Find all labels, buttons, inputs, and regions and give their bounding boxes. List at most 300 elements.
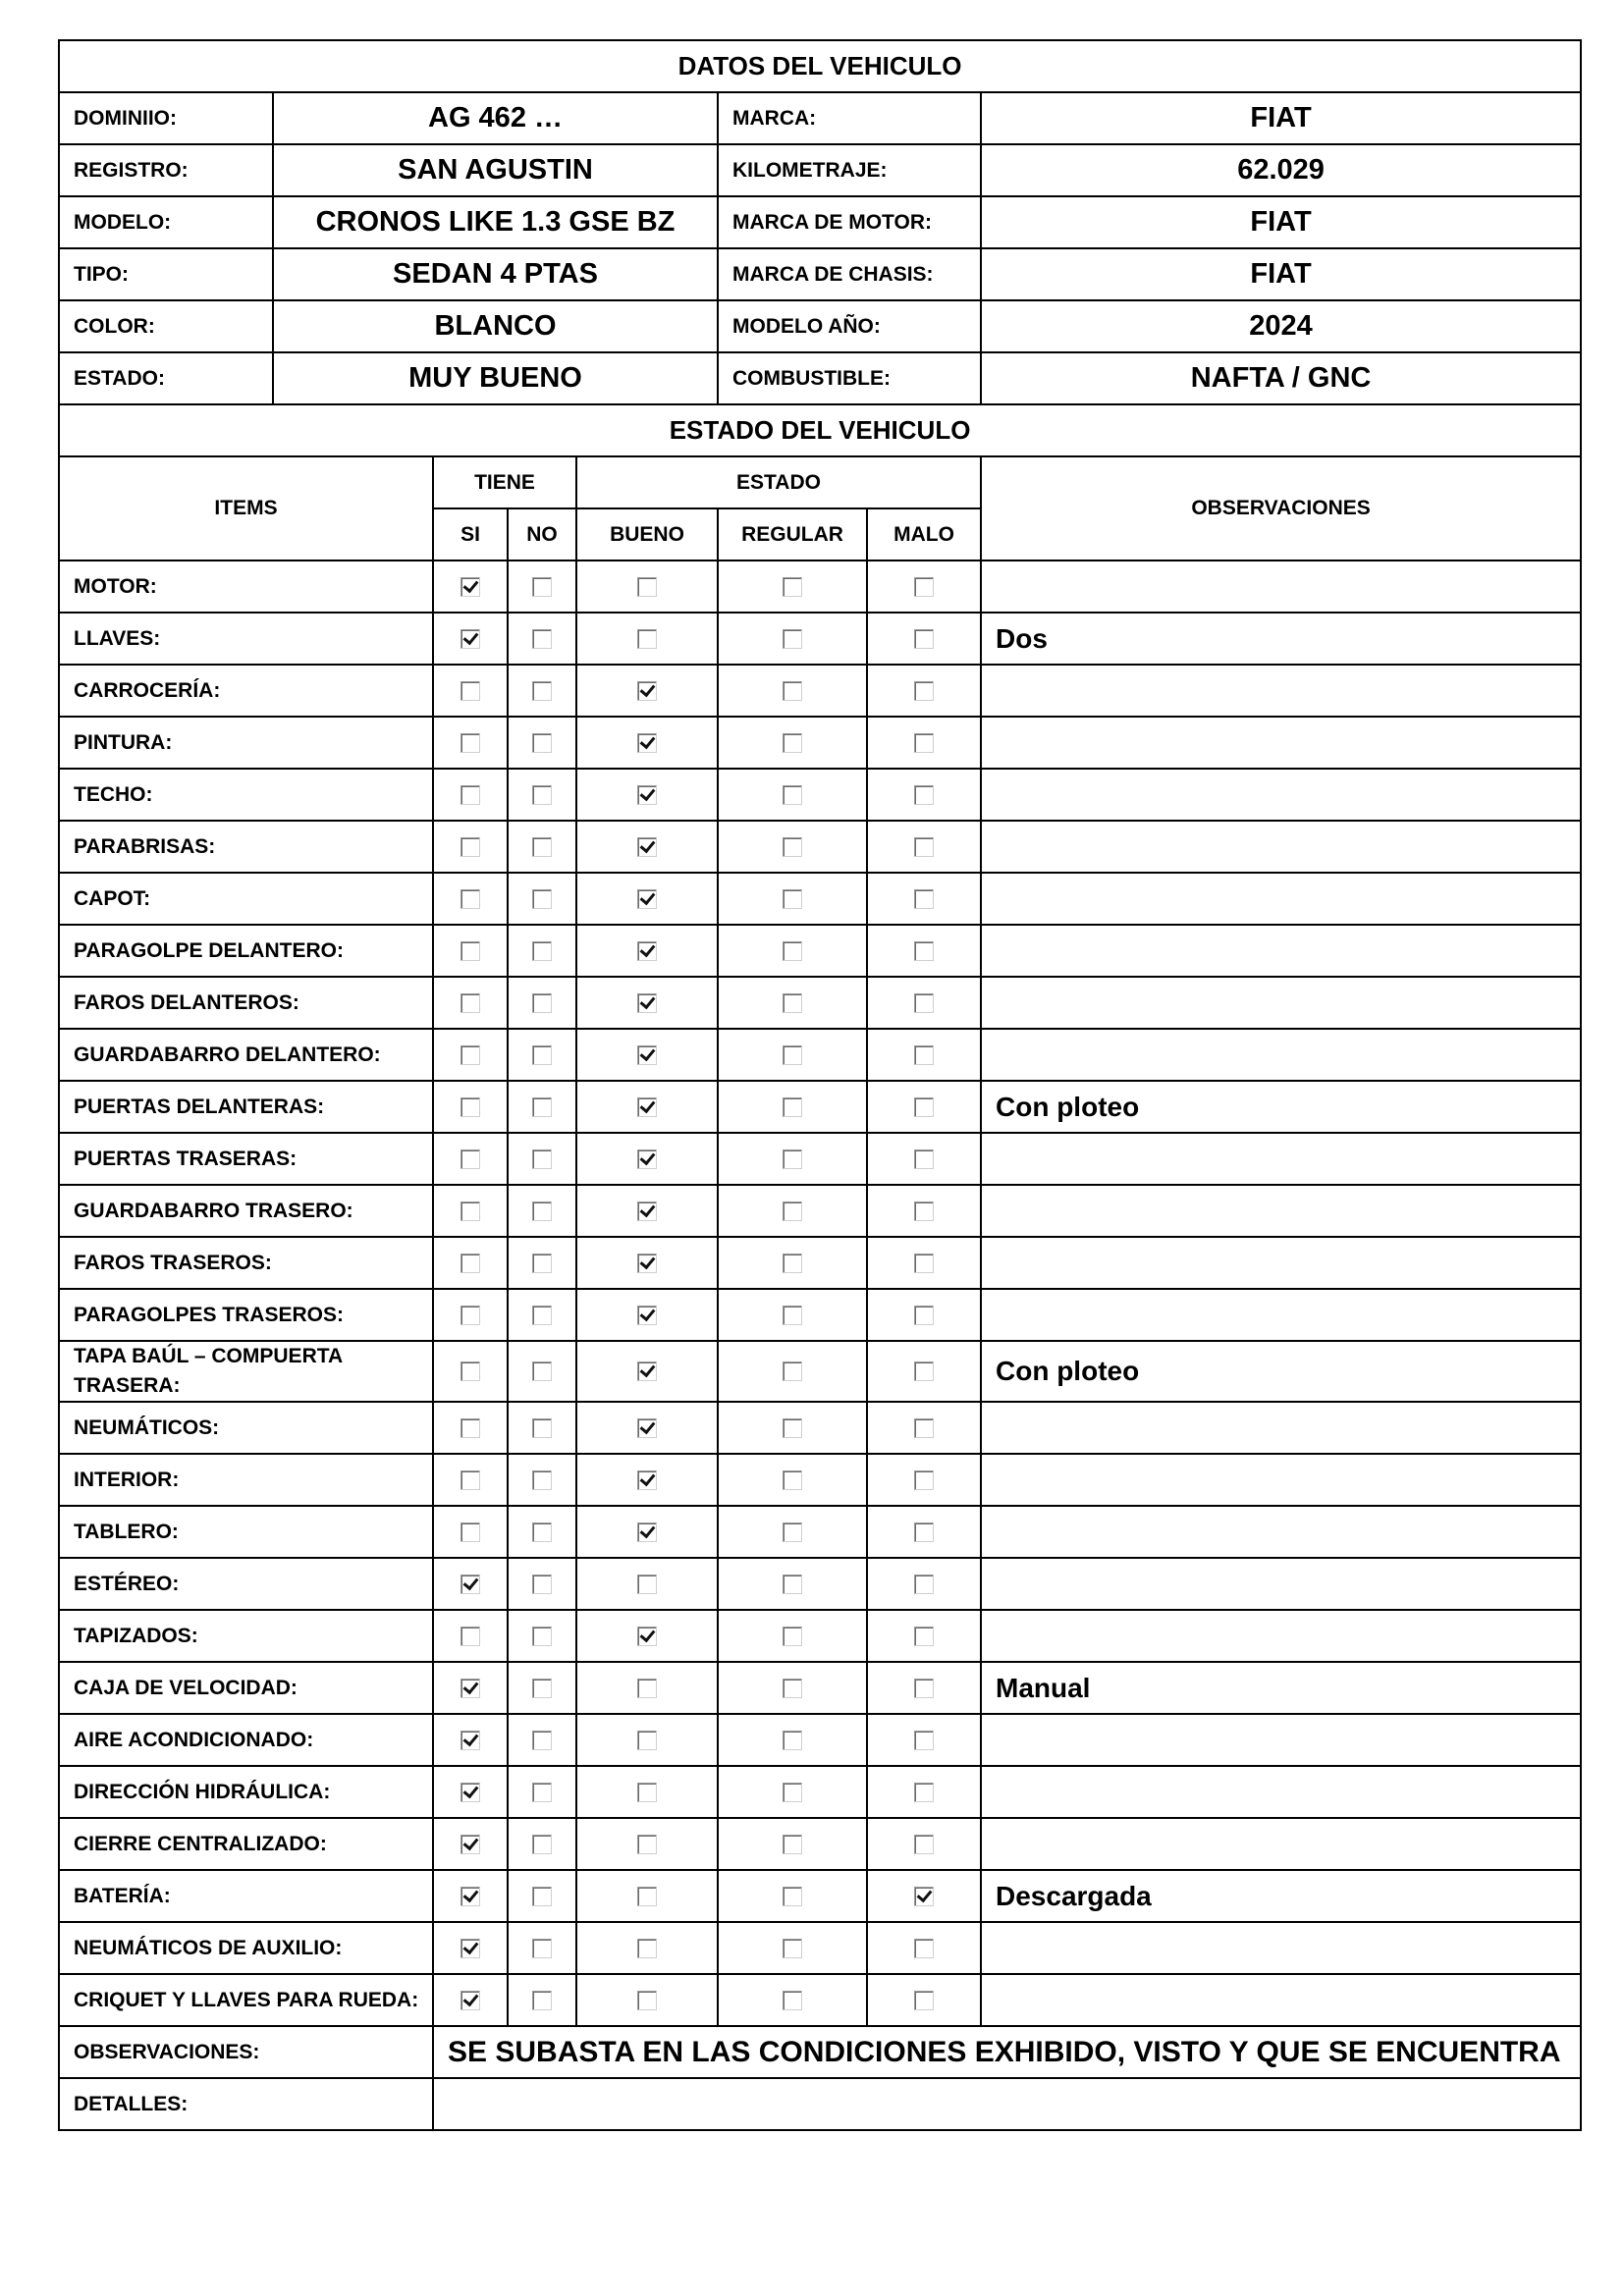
- si-check-cell: [433, 1870, 508, 1922]
- item-label: DIRECCIÓN HIDRÁULICA:: [59, 1766, 433, 1818]
- bueno-checkbox[interactable]: [637, 1887, 657, 1906]
- malo-checkbox[interactable]: [914, 1522, 934, 1542]
- no-checkbox[interactable]: [532, 941, 552, 961]
- malo-checkbox[interactable]: [914, 1575, 934, 1594]
- si-checkbox[interactable]: [460, 1991, 480, 2010]
- item-row: [59, 1289, 1581, 1341]
- regular-check-cell: [718, 1714, 867, 1766]
- item-observation: [981, 1714, 1581, 1766]
- no-checkbox[interactable]: [532, 1418, 552, 1438]
- regular-checkbox[interactable]: [783, 1254, 802, 1273]
- field-value: FIAT: [981, 196, 1581, 248]
- bueno-checkbox[interactable]: [637, 1470, 657, 1490]
- malo-check-cell: [867, 1341, 981, 1402]
- no-checkbox[interactable]: [532, 1362, 552, 1381]
- no-checkbox[interactable]: [532, 629, 552, 649]
- si-check-cell: [433, 1662, 508, 1714]
- no-check-cell: [508, 717, 576, 769]
- si-check-cell: [433, 613, 508, 665]
- bueno-check-cell: [576, 1714, 718, 1766]
- item-label: INTERIOR:: [59, 1454, 433, 1506]
- bueno-check-cell: [576, 1870, 718, 1922]
- malo-check-cell: [867, 665, 981, 717]
- si-checkbox[interactable]: [460, 1306, 480, 1325]
- si-checkbox[interactable]: [460, 1254, 480, 1273]
- malo-checkbox[interactable]: [914, 1201, 934, 1221]
- item-row: [59, 977, 1581, 1029]
- no-check-cell: [508, 1185, 576, 1237]
- malo-checkbox[interactable]: [914, 1835, 934, 1854]
- regular-checkbox[interactable]: [783, 1679, 802, 1698]
- regular-checkbox[interactable]: [783, 681, 802, 701]
- no-check-cell: [508, 1029, 576, 1081]
- field-label: KILOMETRAJE:: [718, 144, 981, 196]
- field-value: 62.029: [981, 144, 1581, 196]
- malo-check-cell: [867, 977, 981, 1029]
- vehicle-data-row: [59, 144, 1581, 196]
- regular-check-cell: [718, 1402, 867, 1454]
- regular-check-cell: [718, 561, 867, 613]
- no-checkbox[interactable]: [532, 837, 552, 857]
- si-check-cell: [433, 925, 508, 977]
- bueno-checkbox[interactable]: [637, 629, 657, 649]
- no-checkbox[interactable]: [532, 1679, 552, 1698]
- regular-checkbox[interactable]: [783, 1575, 802, 1594]
- bueno-checkbox[interactable]: [637, 1991, 657, 2010]
- bueno-check-cell: [576, 1558, 718, 1610]
- field-value: BLANCO: [273, 300, 718, 352]
- si-check-cell: [433, 1610, 508, 1662]
- bueno-check-cell: [576, 873, 718, 925]
- malo-checkbox[interactable]: [914, 1783, 934, 1802]
- bueno-checkbox[interactable]: [637, 1731, 657, 1750]
- si-checkbox[interactable]: [460, 1835, 480, 1854]
- si-checkbox[interactable]: [460, 1783, 480, 1802]
- vehicle-inspection-form: [58, 39, 1582, 2131]
- regular-checkbox[interactable]: [783, 1470, 802, 1490]
- bueno-checkbox[interactable]: [637, 1679, 657, 1698]
- regular-check-cell: [718, 925, 867, 977]
- observaciones-value: SE SUBASTA EN LAS CONDICIONES EXHIBIDO, VISTO Y QUE SE ENCUENTRA: [433, 2026, 1581, 2078]
- malo-checkbox[interactable]: [914, 1149, 934, 1169]
- regular-checkbox[interactable]: [783, 1306, 802, 1325]
- header-row: [59, 456, 1581, 508]
- no-checkbox[interactable]: [532, 1149, 552, 1169]
- item-observation: [981, 769, 1581, 821]
- bueno-checkbox[interactable]: [637, 1575, 657, 1594]
- malo-check-cell: [867, 1662, 981, 1714]
- si-checkbox[interactable]: [460, 1362, 480, 1381]
- regular-check-cell: [718, 665, 867, 717]
- bueno-check-cell: [576, 1081, 718, 1133]
- bueno-checkbox[interactable]: [637, 577, 657, 597]
- vehicle-data-row: [59, 248, 1581, 300]
- si-checkbox[interactable]: [460, 785, 480, 805]
- section-title-row: [59, 404, 1581, 456]
- no-checkbox[interactable]: [532, 1835, 552, 1854]
- item-row: [59, 1185, 1581, 1237]
- si-checkbox[interactable]: [460, 1575, 480, 1594]
- si-checkbox[interactable]: [460, 577, 480, 597]
- regular-header: REGULAR: [718, 508, 867, 561]
- bueno-checkbox[interactable]: [637, 785, 657, 805]
- bueno-check-cell: [576, 561, 718, 613]
- malo-checkbox[interactable]: [914, 1097, 934, 1117]
- malo-checkbox[interactable]: [914, 1627, 934, 1646]
- item-row: [59, 1766, 1581, 1818]
- malo-check-cell: [867, 1081, 981, 1133]
- no-check-cell: [508, 1454, 576, 1506]
- si-check-cell: [433, 717, 508, 769]
- no-checkbox[interactable]: [532, 1522, 552, 1542]
- item-row: [59, 1662, 1581, 1714]
- regular-check-cell: [718, 1454, 867, 1506]
- si-checkbox[interactable]: [460, 629, 480, 649]
- si-check-cell: [433, 1974, 508, 2026]
- no-check-cell: [508, 613, 576, 665]
- malo-check-cell: [867, 1237, 981, 1289]
- field-value: 2024: [981, 300, 1581, 352]
- bueno-check-cell: [576, 769, 718, 821]
- si-check-cell: [433, 1922, 508, 1974]
- regular-checkbox[interactable]: [783, 1149, 802, 1169]
- regular-checkbox[interactable]: [783, 1887, 802, 1906]
- malo-checkbox[interactable]: [914, 1254, 934, 1273]
- si-check-cell: [433, 561, 508, 613]
- bueno-checkbox[interactable]: [637, 1254, 657, 1273]
- no-check-cell: [508, 1133, 576, 1185]
- malo-checkbox[interactable]: [914, 941, 934, 961]
- malo-check-cell: [867, 769, 981, 821]
- section-title-row: [59, 40, 1581, 92]
- regular-checkbox[interactable]: [783, 733, 802, 753]
- regular-checkbox[interactable]: [783, 629, 802, 649]
- malo-checkbox[interactable]: [914, 1418, 934, 1438]
- regular-checkbox[interactable]: [783, 785, 802, 805]
- malo-check-cell: [867, 1610, 981, 1662]
- item-row: [59, 1402, 1581, 1454]
- no-checkbox[interactable]: [532, 733, 552, 753]
- no-checkbox[interactable]: [532, 889, 552, 909]
- regular-checkbox[interactable]: [783, 1522, 802, 1542]
- si-check-cell: [433, 1185, 508, 1237]
- si-check-cell: [433, 665, 508, 717]
- field-value: CRONOS LIKE 1.3 GSE BZ: [273, 196, 718, 248]
- item-label: NEUMÁTICOS DE AUXILIO:: [59, 1922, 433, 1974]
- item-label: CIERRE CENTRALIZADO:: [59, 1818, 433, 1870]
- malo-checkbox[interactable]: [914, 1731, 934, 1750]
- malo-checkbox[interactable]: [914, 1045, 934, 1065]
- regular-check-cell: [718, 873, 867, 925]
- bueno-checkbox[interactable]: [637, 1835, 657, 1854]
- item-observation: [981, 1029, 1581, 1081]
- item-row: [59, 1341, 1581, 1402]
- no-checkbox[interactable]: [532, 1731, 552, 1750]
- malo-check-cell: [867, 1974, 981, 2026]
- regular-check-cell: [718, 1662, 867, 1714]
- si-checkbox[interactable]: [460, 1097, 480, 1117]
- malo-header: MALO: [867, 508, 981, 561]
- malo-checkbox[interactable]: [914, 733, 934, 753]
- malo-check-cell: [867, 1922, 981, 1974]
- si-checkbox[interactable]: [460, 1679, 480, 1698]
- item-observation: [981, 1237, 1581, 1289]
- bueno-checkbox[interactable]: [637, 993, 657, 1013]
- item-row: [59, 1870, 1581, 1922]
- regular-check-cell: [718, 1506, 867, 1558]
- bueno-check-cell: [576, 665, 718, 717]
- si-checkbox[interactable]: [460, 837, 480, 857]
- no-check-cell: [508, 1766, 576, 1818]
- vehicle-data-row: [59, 352, 1581, 404]
- no-checkbox[interactable]: [532, 1097, 552, 1117]
- item-label: TECHO:: [59, 769, 433, 821]
- regular-checkbox[interactable]: [783, 1991, 802, 2010]
- bueno-checkbox[interactable]: [637, 1418, 657, 1438]
- malo-checkbox[interactable]: [914, 1362, 934, 1381]
- field-value: FIAT: [981, 248, 1581, 300]
- regular-check-cell: [718, 613, 867, 665]
- bueno-checkbox[interactable]: [637, 1097, 657, 1117]
- no-check-cell: [508, 925, 576, 977]
- regular-checkbox[interactable]: [783, 1097, 802, 1117]
- malo-checkbox[interactable]: [914, 785, 934, 805]
- malo-check-cell: [867, 1818, 981, 1870]
- item-observation: [981, 1766, 1581, 1818]
- item-observation: [981, 1922, 1581, 1974]
- si-checkbox[interactable]: [460, 1522, 480, 1542]
- item-label: BATERÍA:: [59, 1870, 433, 1922]
- bueno-checkbox[interactable]: [637, 941, 657, 961]
- no-checkbox[interactable]: [532, 1470, 552, 1490]
- regular-checkbox[interactable]: [783, 941, 802, 961]
- regular-checkbox[interactable]: [783, 1731, 802, 1750]
- field-label: MODELO:: [59, 196, 273, 248]
- no-checkbox[interactable]: [532, 993, 552, 1013]
- si-checkbox[interactable]: [460, 1418, 480, 1438]
- no-check-cell: [508, 561, 576, 613]
- no-check-cell: [508, 1974, 576, 2026]
- no-checkbox[interactable]: [532, 1627, 552, 1646]
- bueno-check-cell: [576, 1662, 718, 1714]
- item-row: [59, 717, 1581, 769]
- bueno-checkbox[interactable]: [637, 1306, 657, 1325]
- si-check-cell: [433, 1454, 508, 1506]
- malo-check-cell: [867, 1870, 981, 1922]
- no-check-cell: [508, 1402, 576, 1454]
- regular-checkbox[interactable]: [783, 1045, 802, 1065]
- malo-checkbox[interactable]: [914, 1991, 934, 2010]
- regular-checkbox[interactable]: [783, 837, 802, 857]
- item-observation: Dos: [981, 613, 1581, 665]
- bueno-checkbox[interactable]: [637, 1627, 657, 1646]
- items-header: ITEMS: [59, 456, 433, 561]
- no-checkbox[interactable]: [532, 577, 552, 597]
- field-label: DOMINIIO:: [59, 92, 273, 144]
- malo-checkbox[interactable]: [914, 1679, 934, 1698]
- no-check-cell: [508, 1289, 576, 1341]
- bueno-checkbox[interactable]: [637, 1201, 657, 1221]
- field-label: COLOR:: [59, 300, 273, 352]
- regular-checkbox[interactable]: [783, 1362, 802, 1381]
- no-check-cell: [508, 665, 576, 717]
- vehicle-data-title: DATOS DEL VEHICULO: [59, 40, 1581, 92]
- no-checkbox[interactable]: [532, 1254, 552, 1273]
- regular-checkbox[interactable]: [783, 577, 802, 597]
- item-observation: [981, 717, 1581, 769]
- item-row: [59, 925, 1581, 977]
- regular-checkbox[interactable]: [783, 1835, 802, 1854]
- field-label: MARCA:: [718, 92, 981, 144]
- no-check-cell: [508, 1558, 576, 1610]
- si-checkbox[interactable]: [460, 993, 480, 1013]
- regular-check-cell: [718, 717, 867, 769]
- bueno-checkbox[interactable]: [637, 837, 657, 857]
- regular-check-cell: [718, 1922, 867, 1974]
- item-row: [59, 1558, 1581, 1610]
- item-row: [59, 873, 1581, 925]
- bueno-checkbox[interactable]: [637, 681, 657, 701]
- malo-check-cell: [867, 717, 981, 769]
- bueno-check-cell: [576, 977, 718, 1029]
- no-check-cell: [508, 1610, 576, 1662]
- malo-checkbox[interactable]: [914, 1470, 934, 1490]
- field-label: MARCA DE MOTOR:: [718, 196, 981, 248]
- si-checkbox[interactable]: [460, 1470, 480, 1490]
- regular-checkbox[interactable]: [783, 1939, 802, 1958]
- si-check-cell: [433, 769, 508, 821]
- item-label: FAROS TRASEROS:: [59, 1237, 433, 1289]
- no-check-cell: [508, 1714, 576, 1766]
- item-observation: [981, 1558, 1581, 1610]
- no-checkbox[interactable]: [532, 1939, 552, 1958]
- item-observation: [981, 1974, 1581, 2026]
- item-label: FAROS DELANTEROS:: [59, 977, 433, 1029]
- no-checkbox[interactable]: [532, 1306, 552, 1325]
- bueno-check-cell: [576, 1610, 718, 1662]
- no-checkbox[interactable]: [532, 785, 552, 805]
- malo-checkbox[interactable]: [914, 1306, 934, 1325]
- malo-checkbox[interactable]: [914, 577, 934, 597]
- si-check-cell: [433, 1133, 508, 1185]
- regular-check-cell: [718, 1766, 867, 1818]
- si-checkbox[interactable]: [460, 1045, 480, 1065]
- no-checkbox[interactable]: [532, 1045, 552, 1065]
- si-checkbox[interactable]: [460, 941, 480, 961]
- si-checkbox[interactable]: [460, 681, 480, 701]
- field-value: SEDAN 4 PTAS: [273, 248, 718, 300]
- regular-check-cell: [718, 1870, 867, 1922]
- item-row: [59, 1454, 1581, 1506]
- malo-check-cell: [867, 1289, 981, 1341]
- bueno-checkbox[interactable]: [637, 889, 657, 909]
- item-observation: [981, 1506, 1581, 1558]
- no-checkbox[interactable]: [532, 1201, 552, 1221]
- malo-check-cell: [867, 1029, 981, 1081]
- si-check-cell: [433, 977, 508, 1029]
- no-check-cell: [508, 821, 576, 873]
- bueno-checkbox[interactable]: [637, 1939, 657, 1958]
- regular-checkbox[interactable]: [783, 889, 802, 909]
- si-check-cell: [433, 1506, 508, 1558]
- no-check-cell: [508, 1341, 576, 1402]
- malo-checkbox[interactable]: [914, 1939, 934, 1958]
- si-checkbox[interactable]: [460, 733, 480, 753]
- no-checkbox[interactable]: [532, 681, 552, 701]
- regular-check-cell: [718, 1029, 867, 1081]
- field-label: ESTADO:: [59, 352, 273, 404]
- bueno-checkbox[interactable]: [637, 1362, 657, 1381]
- no-check-cell: [508, 1662, 576, 1714]
- si-checkbox[interactable]: [460, 1149, 480, 1169]
- bueno-checkbox[interactable]: [637, 1045, 657, 1065]
- malo-check-cell: [867, 1402, 981, 1454]
- si-checkbox[interactable]: [460, 889, 480, 909]
- item-label: CRIQUET Y LLAVES PARA RUEDA:: [59, 1974, 433, 2026]
- si-checkbox[interactable]: [460, 1731, 480, 1750]
- item-label: TAPA BAÚL – COMPUERTA TRASERA:: [59, 1341, 433, 1402]
- detalles-label: DETALLES:: [59, 2078, 433, 2130]
- item-row: [59, 1133, 1581, 1185]
- si-checkbox[interactable]: [460, 1201, 480, 1221]
- malo-checkbox[interactable]: [914, 837, 934, 857]
- item-row: [59, 1610, 1581, 1662]
- bueno-checkbox[interactable]: [637, 1522, 657, 1542]
- bueno-check-cell: [576, 1506, 718, 1558]
- malo-checkbox[interactable]: [914, 993, 934, 1013]
- regular-check-cell: [718, 977, 867, 1029]
- si-checkbox[interactable]: [460, 1939, 480, 1958]
- no-checkbox[interactable]: [532, 1783, 552, 1802]
- malo-checkbox[interactable]: [914, 629, 934, 649]
- item-row: [59, 613, 1581, 665]
- item-row: [59, 1029, 1581, 1081]
- item-observation: [981, 977, 1581, 1029]
- regular-checkbox[interactable]: [783, 1418, 802, 1438]
- no-check-cell: [508, 1506, 576, 1558]
- si-checkbox[interactable]: [460, 1887, 480, 1906]
- malo-checkbox[interactable]: [914, 1887, 934, 1906]
- no-checkbox[interactable]: [532, 1991, 552, 2010]
- regular-check-cell: [718, 1289, 867, 1341]
- bueno-checkbox[interactable]: [637, 1783, 657, 1802]
- si-check-cell: [433, 1029, 508, 1081]
- no-checkbox[interactable]: [532, 1887, 552, 1906]
- malo-check-cell: [867, 561, 981, 613]
- regular-checkbox[interactable]: [783, 993, 802, 1013]
- regular-checkbox[interactable]: [783, 1201, 802, 1221]
- item-observation: [981, 1818, 1581, 1870]
- si-check-cell: [433, 1341, 508, 1402]
- item-label: GUARDABARRO TRASERO:: [59, 1185, 433, 1237]
- si-header: SI: [433, 508, 508, 561]
- malo-checkbox[interactable]: [914, 889, 934, 909]
- malo-checkbox[interactable]: [914, 681, 934, 701]
- bueno-check-cell: [576, 1402, 718, 1454]
- si-check-cell: [433, 1558, 508, 1610]
- no-checkbox[interactable]: [532, 1575, 552, 1594]
- field-label: REGISTRO:: [59, 144, 273, 196]
- bueno-checkbox[interactable]: [637, 733, 657, 753]
- regular-checkbox[interactable]: [783, 1627, 802, 1646]
- si-checkbox[interactable]: [460, 1627, 480, 1646]
- si-check-cell: [433, 1818, 508, 1870]
- regular-checkbox[interactable]: [783, 1783, 802, 1802]
- item-label: PARAGOLPE DELANTERO:: [59, 925, 433, 977]
- si-check-cell: [433, 873, 508, 925]
- no-header: NO: [508, 508, 576, 561]
- bueno-checkbox[interactable]: [637, 1149, 657, 1169]
